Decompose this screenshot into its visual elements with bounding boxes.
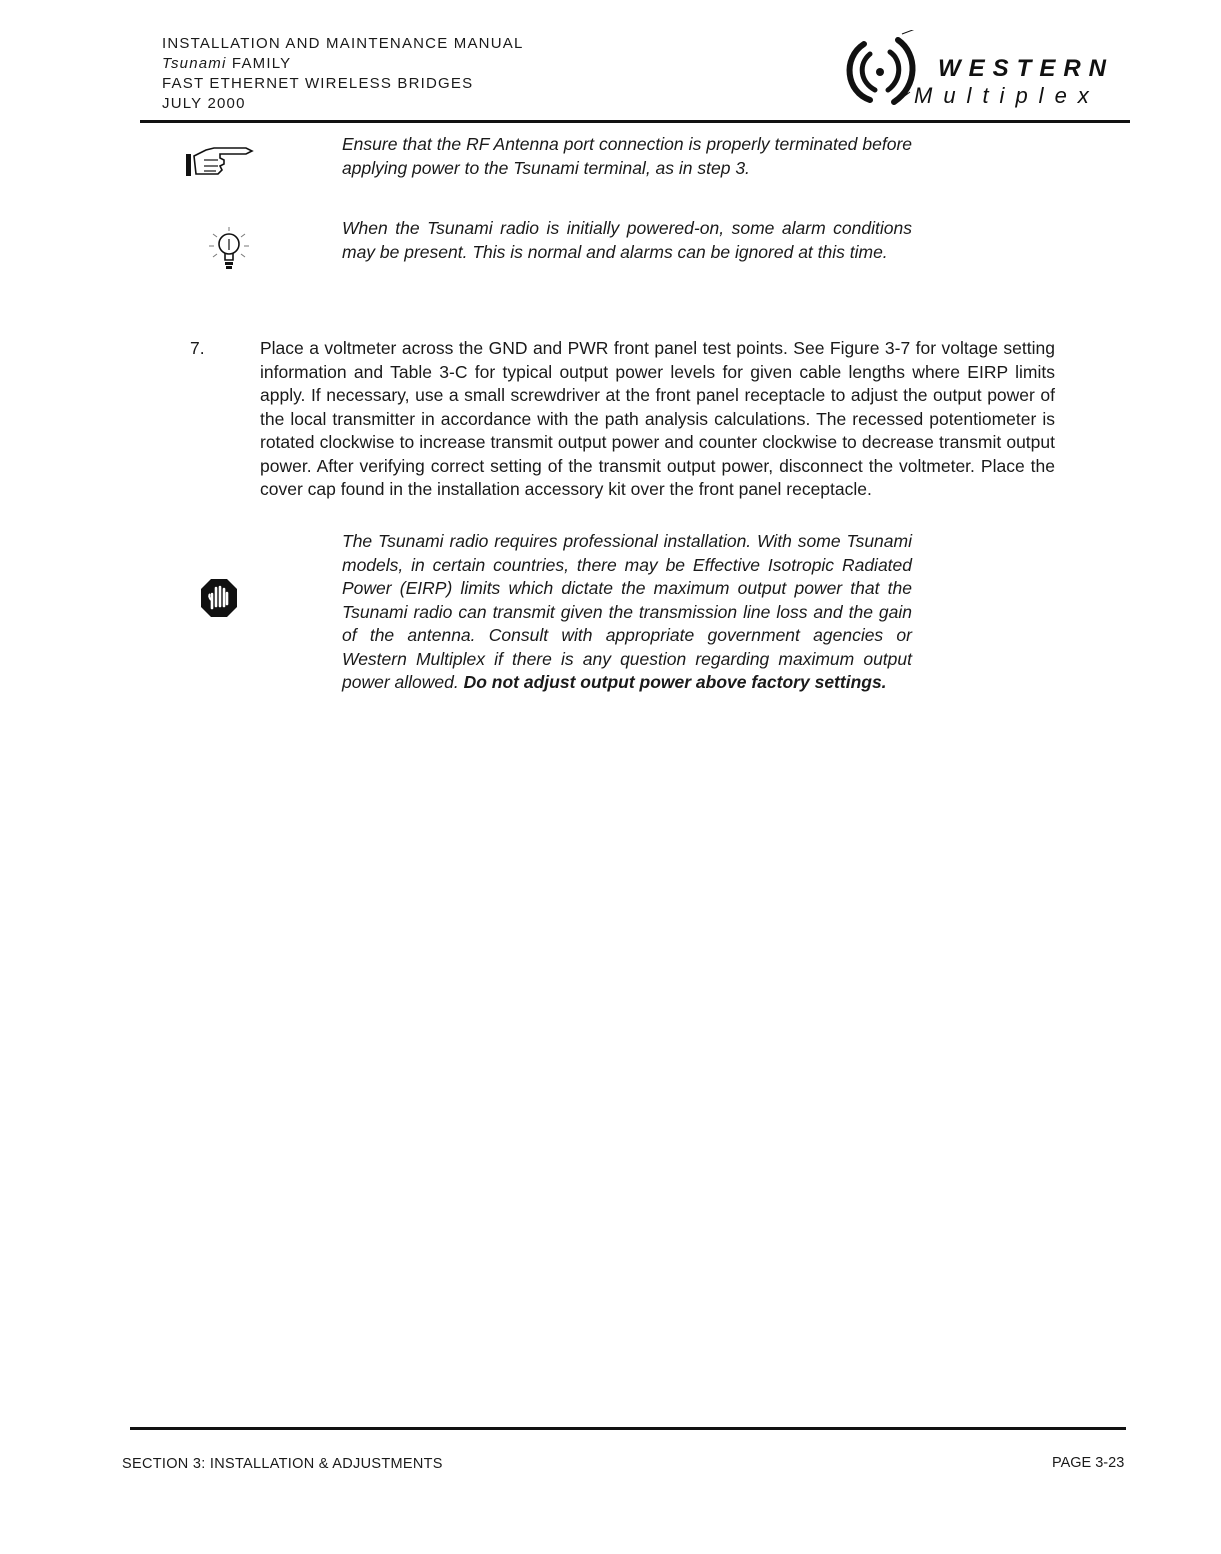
company-logo — [842, 30, 1132, 110]
product-family — [162, 54, 524, 74]
warning-note-text — [342, 530, 912, 695]
product-family-suffix: FAMILY — [226, 55, 292, 72]
tip-note-text: When the Tsunami radio is initially powered-on, some alarm conditions may be present. This is normal and alarms can be ignored at this time. — [342, 218, 912, 262]
footer-divider — [130, 1427, 1126, 1430]
header-divider — [140, 120, 1130, 123]
logo-wordmark-multiplex: Multiplex — [914, 83, 1100, 108]
document-header — [162, 34, 524, 114]
stop-hand-icon — [200, 578, 238, 618]
footer-page-number: PAGE 3-23 — [1052, 1455, 1125, 1471]
pointing-hand-icon — [184, 144, 256, 178]
logo-wordmark-western: WESTERN — [938, 55, 1114, 82]
step-text: Place a voltmeter across the GND and PWR front panel test points. See Figure 3-7 for voltage setting information and Table 3-C for typical output power levels for given cable lengths where EIRP limits apply. If necessary, use a small screwdriver at the front panel receptacle to adjust the output power of the local transmitter in accordance with the path analysis calculations. The recessed potentiometer is rotated clockwise to increase transmit output power and counter clockwise to decrease transmit output power. After verifying correct setting of the transmit output power, disconnect the voltmeter. Place the cover cap found in the installation accessory kit over the front panel receptacle. — [260, 338, 1055, 499]
manual-title: INSTALLATION AND MAINTENANCE MANUAL — [162, 35, 524, 52]
footer-section-title: SECTION 3: INSTALLATION & ADJUSTMENTS — [122, 1456, 443, 1472]
product-name: Tsunami — [162, 55, 227, 72]
step-number: 7. — [190, 338, 205, 358]
warning-note-emphasis: Do not adjust output power above factory settings. — [463, 672, 887, 692]
western-multiplex-logo-icon — [842, 30, 924, 110]
caution-note-text: Ensure that the RF Antenna port connection is properly terminated before applying power to the Tsunami terminal, as in step 3. — [342, 134, 912, 178]
product-line: FAST ETHERNET WIRELESS BRIDGES — [162, 75, 474, 92]
lightbulb-icon — [198, 226, 260, 276]
document-date: JULY 2000 — [162, 95, 246, 112]
warning-note-body: The Tsunami radio requires professional installation. With some Tsunami models, in certain countries, there may be Effective Isotropic Radiated Power (EIRP) limits which dictate the maximum output power that the Tsunami radio can transmit given the transmission line loss and the gain of the antenna. Consult with appropriate government agencies or Western Multiplex if there is any question regarding maximum output power allowed. — [342, 531, 912, 692]
